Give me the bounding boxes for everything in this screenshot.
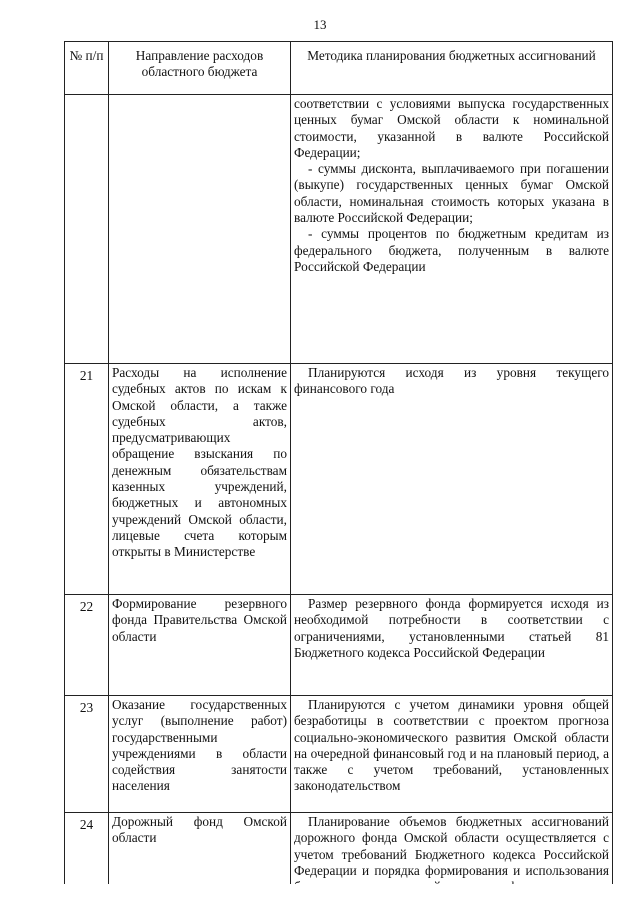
table-row [65,595,613,696]
method-paragraph: - суммы дисконта, выплачиваемого при погашении (выкупе) государственных ценных бумаг Омской области, номинальная стоимость которых указана в валюте Российской Федерации; [294,161,609,226]
row-method: Планирование объемов бюджетных ассигнований дорожного фонда Омской области осуществляется с учетом требований Бюджетного кодекса Российской Федерации и порядка формирования и использования [291,813,613,898]
header-num: № п/п [65,42,109,95]
header-method: Методика планирования бюджетных ассигнований [291,42,613,95]
row-direction: Оказание государственных услуг (выполнение работ) государственными учреждениями в области содействия занятости населения [109,696,291,813]
row-num: 21 [65,364,109,595]
row-direction [109,95,291,364]
page-number: 13 [313,17,327,32]
row-direction: Расходы на исполнение судебных актов по искам к Омской области, а также судебных актов, предусматривающих обращение взыскания по денежным обязательствам казенных учреждений, бюджетных и автономных учреждений Омской области, лицевые счета которым открыты в Министерстве [109,364,291,595]
method-paragraph: соответствии с условиями выпуска государственных ценных бумаг Омской области к номинальной стоимости, указанной в валюте Российской Федерации; [294,96,609,160]
table-row [65,696,613,813]
row-method [291,95,613,364]
row-method: Планируются исходя из уровня текущего финансового года [291,364,613,595]
row-num: 24 [65,813,109,898]
method-paragraph: - суммы процентов по бюджетным кредитам из федерального бюджета, полученным в валюте Российской Федерации [294,226,609,274]
row-method: Размер резервного фонда формируется исходя из необходимой потребности в соответствии с ограничениями, установленными статьей 81 Бюджетного кодекса Российской Федерации [291,595,613,696]
row-direction: Формирование резервного фонда Правительства Омской области [109,595,291,696]
page-bottom-margin [0,884,640,905]
row-direction: Дорожный фонд Омской области [109,813,291,898]
table-row-continuation [65,95,613,364]
table-row [65,364,613,595]
row-num: 22 [65,595,109,696]
row-method: Планируются с учетом динамики уровня общей безработицы в соответствии с проектом прогноза социально-экономического развития Омской области на очередной финансовый год и на плановый период, а также с учетом требований, установленных законодательством [291,696,613,813]
row-num [65,95,109,364]
budget-planning-table [64,41,613,898]
row-num: 23 [65,696,109,813]
table-header-row [65,42,613,95]
header-direction: Направление расходов областного бюджета [109,42,291,95]
